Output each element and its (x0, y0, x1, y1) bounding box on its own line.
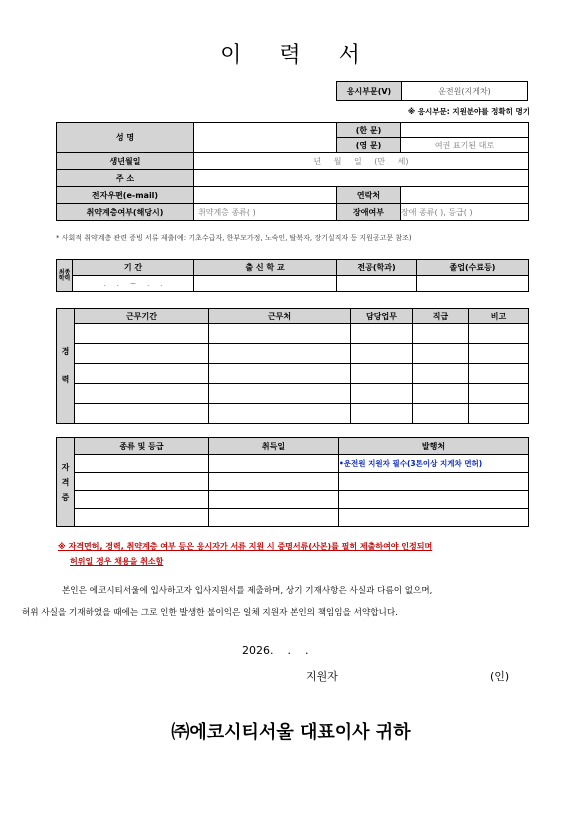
vulnerable-footnote: * 사회적 취약계층 관련 증빙 서류 제출(예: 기초수급자, 한부모가정, 노숙인, 탈북자, 장기실직자 등 지원공고문 참조) (56, 234, 412, 242)
career-header-rank: 직급 (413, 309, 469, 324)
signer-label: 지원자 (306, 670, 338, 683)
certificate-header-date: 취득일 (209, 438, 339, 455)
career-table (56, 308, 529, 424)
vulnerable-input[interactable]: 취약계층 종류( ) (194, 204, 337, 221)
apply-field-note: ※ 응시부문: 지원분야를 정확히 명기 (407, 107, 530, 116)
table-row (57, 473, 529, 491)
certificate-header-type: 종류 및 등급 (75, 438, 209, 455)
document-title: 이 력 서 (220, 43, 362, 68)
personal-info-table (56, 122, 529, 221)
contact-input[interactable] (401, 187, 529, 204)
english-name-input[interactable]: 여권 표기된 대로 (401, 138, 529, 153)
table-row (57, 491, 529, 509)
table-row (57, 455, 529, 473)
career-header-period: 근무기간 (75, 309, 209, 324)
english-name-label: (영 문) (337, 138, 401, 153)
vulnerable-label: 취약계층여부(해당시) (57, 204, 194, 221)
date-line[interactable]: 2026. . . (242, 644, 309, 657)
birth-label: 생년월일 (57, 153, 194, 170)
pledge-line-1: 본인은 에코시티서울에 입사하고자 입사지원서를 제출하며, 상기 기재사항은 사실과 다름이 없으며, (62, 586, 433, 596)
apply-field-label: 응시부문(V) (337, 82, 402, 101)
career-header-duty: 담당업무 (351, 309, 413, 324)
birth-input[interactable]: 년 월 일 (만 세) (194, 153, 529, 170)
warning-line-1: ※ 자격면허, 경력, 취약계층 여부 등은 응시자가 서류 지원 시 증명서류(사본)를 필히 제출하여야 인정되며 (58, 542, 433, 551)
disability-input[interactable]: 장애 종류( ), 등급( ) (401, 204, 529, 221)
pledge-line-2: 허위 사실을 기재하였을 때에는 그로 인한 발생한 불이익은 일체 지원자 본인의 책임임을 서약합니다. (22, 608, 398, 618)
career-header-remarks: 비고 (469, 309, 529, 324)
education-major-input[interactable] (337, 276, 417, 292)
certificate-header-issuer: 발행처 (339, 438, 529, 455)
education-header-major: 전공(학과) (337, 260, 417, 276)
address-label: 주 소 (57, 170, 194, 187)
warning-line-2: 허위일 경우 채용을 취소함 (70, 557, 164, 566)
table-row (57, 324, 529, 344)
education-table (56, 259, 529, 292)
hanmun-input[interactable] (401, 123, 529, 138)
name-label: 성 명 (57, 123, 194, 153)
education-graduation-input[interactable] (417, 276, 529, 292)
education-school-input[interactable] (194, 276, 337, 292)
certificate-table (56, 437, 529, 527)
education-period-input[interactable]: . . ~ . . (73, 276, 194, 292)
table-row (57, 384, 529, 404)
name-input[interactable] (194, 123, 337, 153)
table-row (57, 509, 529, 527)
addressee: ㈜에코시티서울 대표이사 귀하 (171, 722, 411, 743)
career-header-workplace: 근무처 (209, 309, 351, 324)
seal-label[interactable]: (인) (490, 670, 510, 683)
education-side-label: 최종학력 (57, 260, 73, 292)
apply-field-table (336, 81, 528, 101)
contact-label: 연락처 (337, 187, 401, 204)
career-side-label: 경 력 (57, 309, 75, 424)
certificate-side-label: 자 격 증 (57, 438, 75, 527)
hanmun-label: (한 문) (337, 123, 401, 138)
disability-label: 장애여부 (337, 204, 401, 221)
education-header-period: 기 간 (73, 260, 194, 276)
education-header-graduation: 졸업(수료등) (417, 260, 529, 276)
certificate-required-note: •운전원 지원자 필수(3톤이상 지게차 면허) (339, 455, 529, 473)
email-input[interactable] (194, 187, 337, 204)
email-label: 전자우편(e-mail) (57, 187, 194, 204)
apply-field-value[interactable]: 운전원(지게차) (402, 82, 528, 101)
table-row (57, 364, 529, 384)
address-input[interactable] (194, 170, 529, 187)
education-header-school: 출 신 학 교 (194, 260, 337, 276)
table-row (57, 344, 529, 364)
table-row (57, 404, 529, 424)
